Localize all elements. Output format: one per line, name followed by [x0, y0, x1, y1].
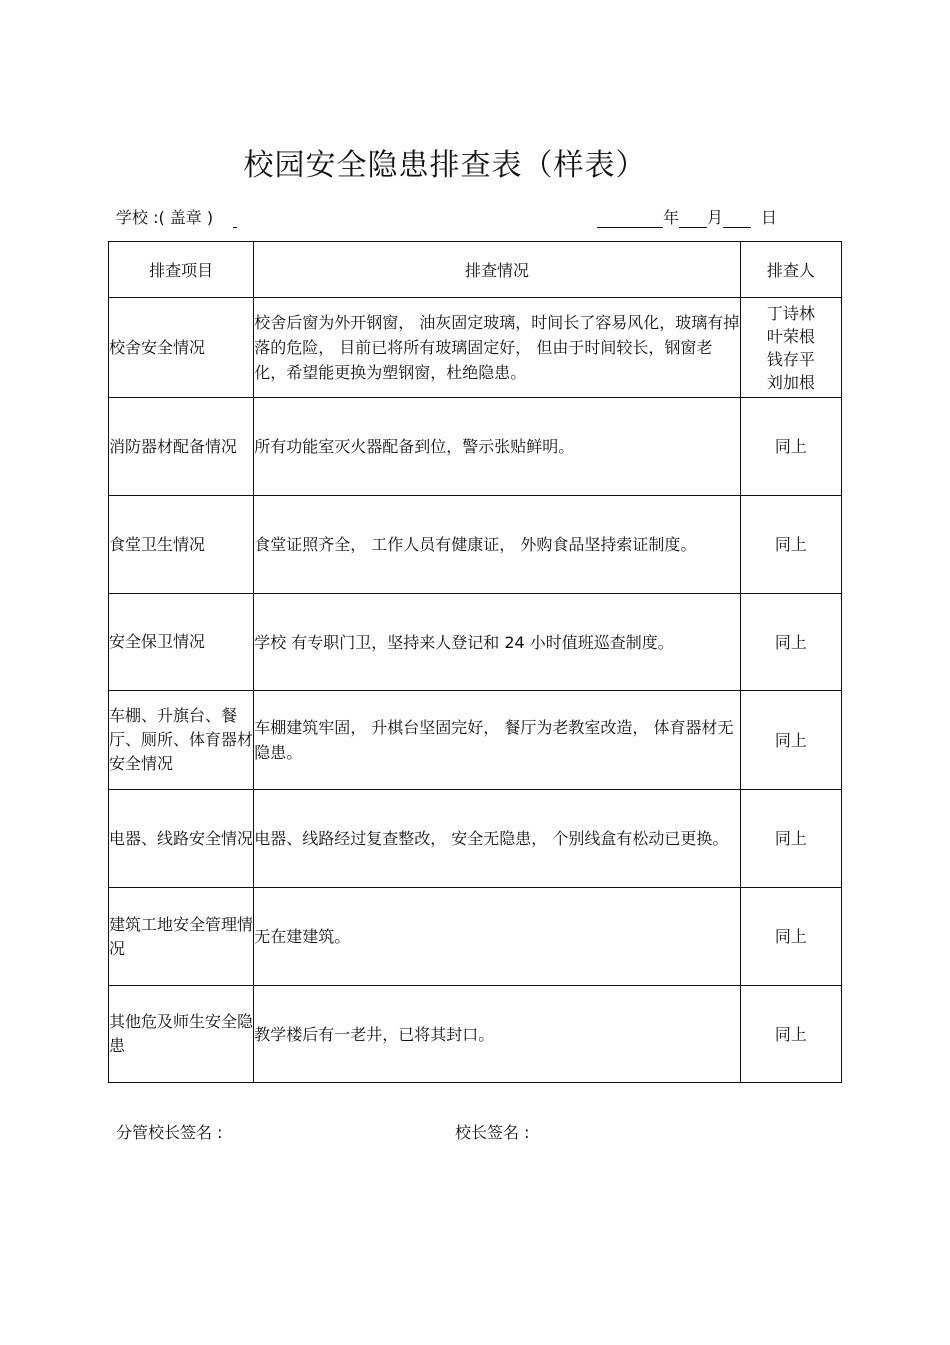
- day-label: 日: [761, 208, 778, 227]
- date-line: [597, 205, 777, 228]
- row-item: 电器、线路安全情况: [109, 790, 254, 888]
- school-underline: [233, 211, 237, 228]
- month-label: 月: [707, 208, 724, 227]
- row-item: 消防器材配备情况: [109, 398, 254, 496]
- row-person: [740, 398, 841, 496]
- row-situation: 车棚建筑牢固， 升棋台坚固完好， 餐厅为老教室改造， 体育器材无隐患。: [254, 691, 741, 790]
- table-body: [109, 298, 842, 1083]
- row-item: 食堂卫生情况: [109, 496, 254, 594]
- table-row: [109, 888, 842, 986]
- row-person: [740, 298, 841, 398]
- row-situation: 所有功能室灭火器配备到位，警示张贴鲜明。: [254, 398, 741, 496]
- row-person: [740, 496, 841, 594]
- row-person: [740, 888, 841, 986]
- row-item: 车棚、升旗台、餐厅、厕所、体育器材安全情况: [109, 691, 254, 790]
- row-situation: 无在建建筑。: [254, 888, 741, 986]
- person-name: 丁诗林: [766, 303, 815, 323]
- person-name: 同上: [774, 829, 807, 848]
- table-row: [109, 691, 842, 790]
- row-person: [740, 986, 841, 1083]
- year-label: 年: [663, 208, 680, 227]
- person-name: 同上: [774, 535, 807, 554]
- person-name: 同上: [774, 437, 807, 456]
- row-item: 校舍安全情况: [109, 298, 254, 398]
- vice-principal-signature: 分管校长签名 :: [116, 1123, 223, 1142]
- person-name: 同上: [774, 1024, 807, 1044]
- person-name: 刘加根: [766, 372, 815, 392]
- table-row: [109, 398, 842, 496]
- table-row: [109, 496, 842, 594]
- row-person: [740, 790, 841, 888]
- table-row: [109, 986, 842, 1083]
- school-label-text: 学校 :( 盖章 ): [116, 208, 214, 227]
- person-name: 同上: [774, 730, 807, 750]
- school-stamp-label: [116, 205, 237, 228]
- day-blank: [723, 209, 751, 228]
- row-person: [740, 691, 841, 790]
- header-situation: 排查情况: [254, 242, 741, 298]
- row-situation: 学校 有专职门卫，坚持来人登记和 24 小时值班巡查制度。: [254, 594, 741, 691]
- person-name: 同上: [774, 927, 807, 946]
- row-situation: 电器、线路经过复查整改， 安全无隐患， 个别线盒有松动已更换。: [254, 790, 741, 888]
- row-item: 建筑工地安全管理情况: [109, 888, 254, 986]
- table-row: [109, 790, 842, 888]
- header-item: 排查项目: [109, 242, 254, 298]
- table-row: [109, 594, 842, 691]
- row-situation: 食堂证照齐全， 工作人员有健康证， 外购食品坚持索证制度。: [254, 496, 741, 594]
- row-situation: 教学楼后有一老井，已将其封口。: [254, 986, 741, 1083]
- page-title: 校园安全隐患排查表（样表）: [243, 148, 647, 183]
- person-name: 叶荣根: [766, 326, 815, 346]
- inspection-table: [108, 241, 842, 1083]
- month-blank: [679, 209, 707, 228]
- table-row: [109, 298, 842, 398]
- row-item: 其他危及师生安全隐患: [109, 986, 254, 1083]
- principal-signature: 校长签名 :: [455, 1123, 530, 1142]
- header-person: 排查人: [740, 242, 841, 298]
- row-item: 安全保卫情况: [109, 594, 254, 691]
- table-header-row: [109, 242, 842, 298]
- person-name: 钱存平: [766, 349, 815, 369]
- row-person: [740, 594, 841, 691]
- year-blank: [597, 209, 663, 228]
- row-situation: 校舍后窗为外开钢窗， 油灰固定玻璃，时间长了容易风化，玻璃有掉落的危险， 目前已将所有玻璃固定好， 但由于时间较长，钢窗老化，希望能更换为塑钢窗，杜绝隐患。: [254, 298, 741, 398]
- person-name: 同上: [774, 632, 807, 652]
